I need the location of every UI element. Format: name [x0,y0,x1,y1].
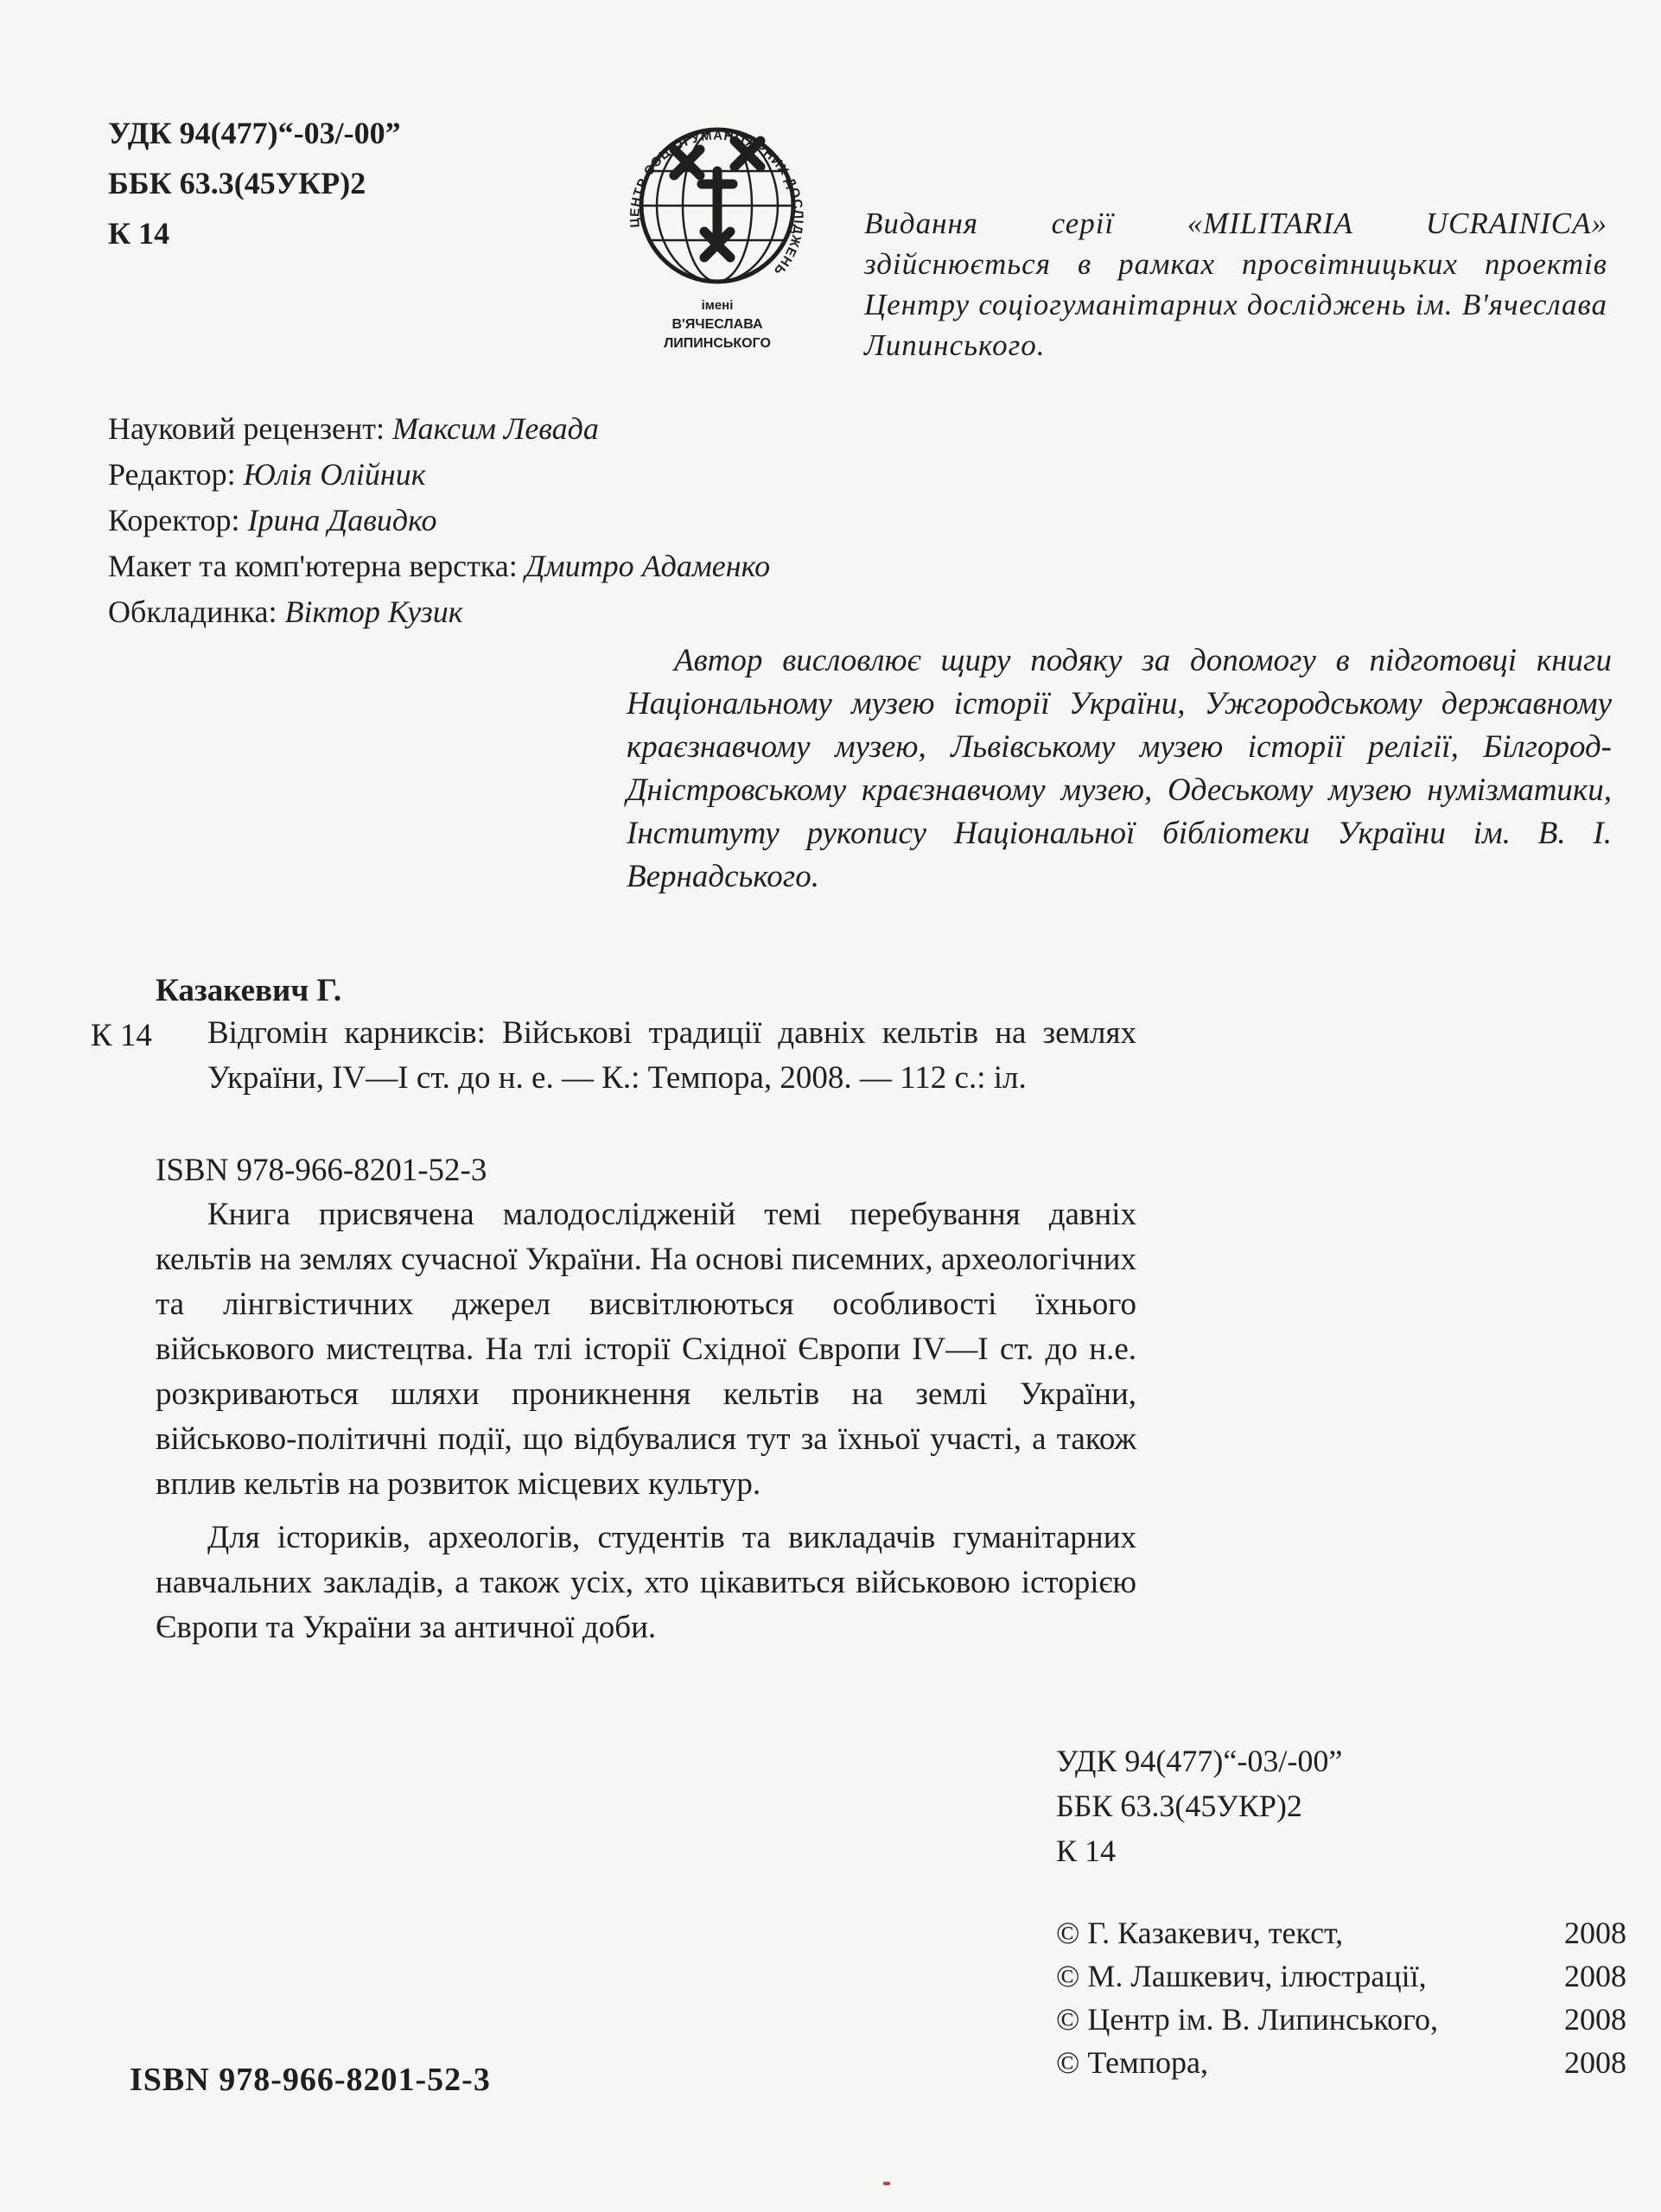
print-mark [883,2182,890,2185]
credit-proofreader: Коректор: Ірина Давидко [108,503,437,537]
copyright-row: © М. Лашкевич, ілюстрації, 2008 [1056,1959,1626,1993]
author-name: Казакевич Г. [156,973,342,1008]
center-logo [605,102,821,365]
credits [108,406,770,635]
bib-isbn: ISBN 978-966-8201-52-3 [156,1153,487,1188]
bbk-code: ББК 63.3(45УКР)2 [1056,1789,1302,1823]
series-note: Видання серії «MILITARIA UCRAINICA» здійснюється в рамках просвітницьких проектів Центру соціогуманітарних досліджень ім. В'ячеслава Липинського. [864,207,1607,362]
abstract-paragraph: Книга присвячена малодослідженій темі перебування давніх кельтів на землях сучасної України. На основі писемних, археологічних та лінгвістичних джерел висвітлюються особливості їхнього військового мистецтва. На тлі історії Східної Європи IV—I ст. до н.е. розкриваються шляхи проникнення кельтів на землі України, військово-політичні події, що відбувалися тут за їхньої участі, а також вплив кельтів на розвиток місцевих культур. [156,1197,1136,1502]
credit-layout: Макет та комп'ютерна верстка: Дмитро Адаменко [108,549,771,583]
udk-code: УДК 94(477)“-03/-00” [108,116,401,150]
udk-code: УДК 94(477)“-03/-00” [1056,1744,1343,1778]
bib-k-code: К 14 [91,1018,152,1053]
globe-crosses-icon [605,102,821,365]
classification-codes-bottom [1056,1738,1342,1873]
credit-reviewer: Науковий рецензент: Максим Левада [108,411,599,446]
copyright-block [1056,1911,1626,2084]
abstract-paragraph: Для істориків, археологів, студентів та викладачів гуманітарних навчальних закладів, а також усіх, хто цікавиться військовою історією Європи та України за античної доби. [156,1520,1136,1645]
k-code: К 14 [108,216,170,251]
abstract [156,1192,1136,1659]
k-code: К 14 [1056,1834,1117,1868]
logo-line3: ЛИПИНСЬКОГО [664,336,771,351]
bbk-code: ББК 63.3(45УКР)2 [108,166,366,200]
svg-text:ЦЕНТР СОЦІОГУМАНІТАРНИХ ДОСЛІД: ЦЕНТР СОЦІОГУМАНІТАРНИХ ДОСЛІДЖЕНЬ [627,128,806,279]
isbn-bottom: ISBN 978-966-8201-52-3 [130,2062,491,2098]
acknowledgements: Автор висловлює щиру подяку за допомогу в підготовці книги Національному музею історії України, Ужгородському державному краєзнавчому музею, Львівському музею історії релігії, Білгород-Дністровському краєзнавчому музею, Одеському музею нумізматики, Інституту рукопису Національної бібліотеки України ім. В. І. Вернадського. [627,643,1612,894]
logo-line2: В'ЯЧЕСЛАВА [671,317,763,332]
copyright-row: © Центр ім. В. Липинського, 2008 [1056,2002,1626,2037]
copyright-row: © Г. Казакевич, текст, 2008 [1056,1916,1626,1950]
copyright-row: © Темпора, 2008 [1056,2045,1626,2080]
bib-description: Відгомін карниксів: Військові традиції давніх кельтів на землях України, IV—I ст. до н. е. — К.: Темпора, 2008. — 112 с.: іл. [207,1015,1136,1096]
classification-codes-top [108,108,401,258]
logo-line1: імені [701,298,734,313]
credit-cover: Обкладинка: Віктор Кузик [108,594,463,629]
credit-editor: Редактор: Юлія Олійник [108,457,426,492]
